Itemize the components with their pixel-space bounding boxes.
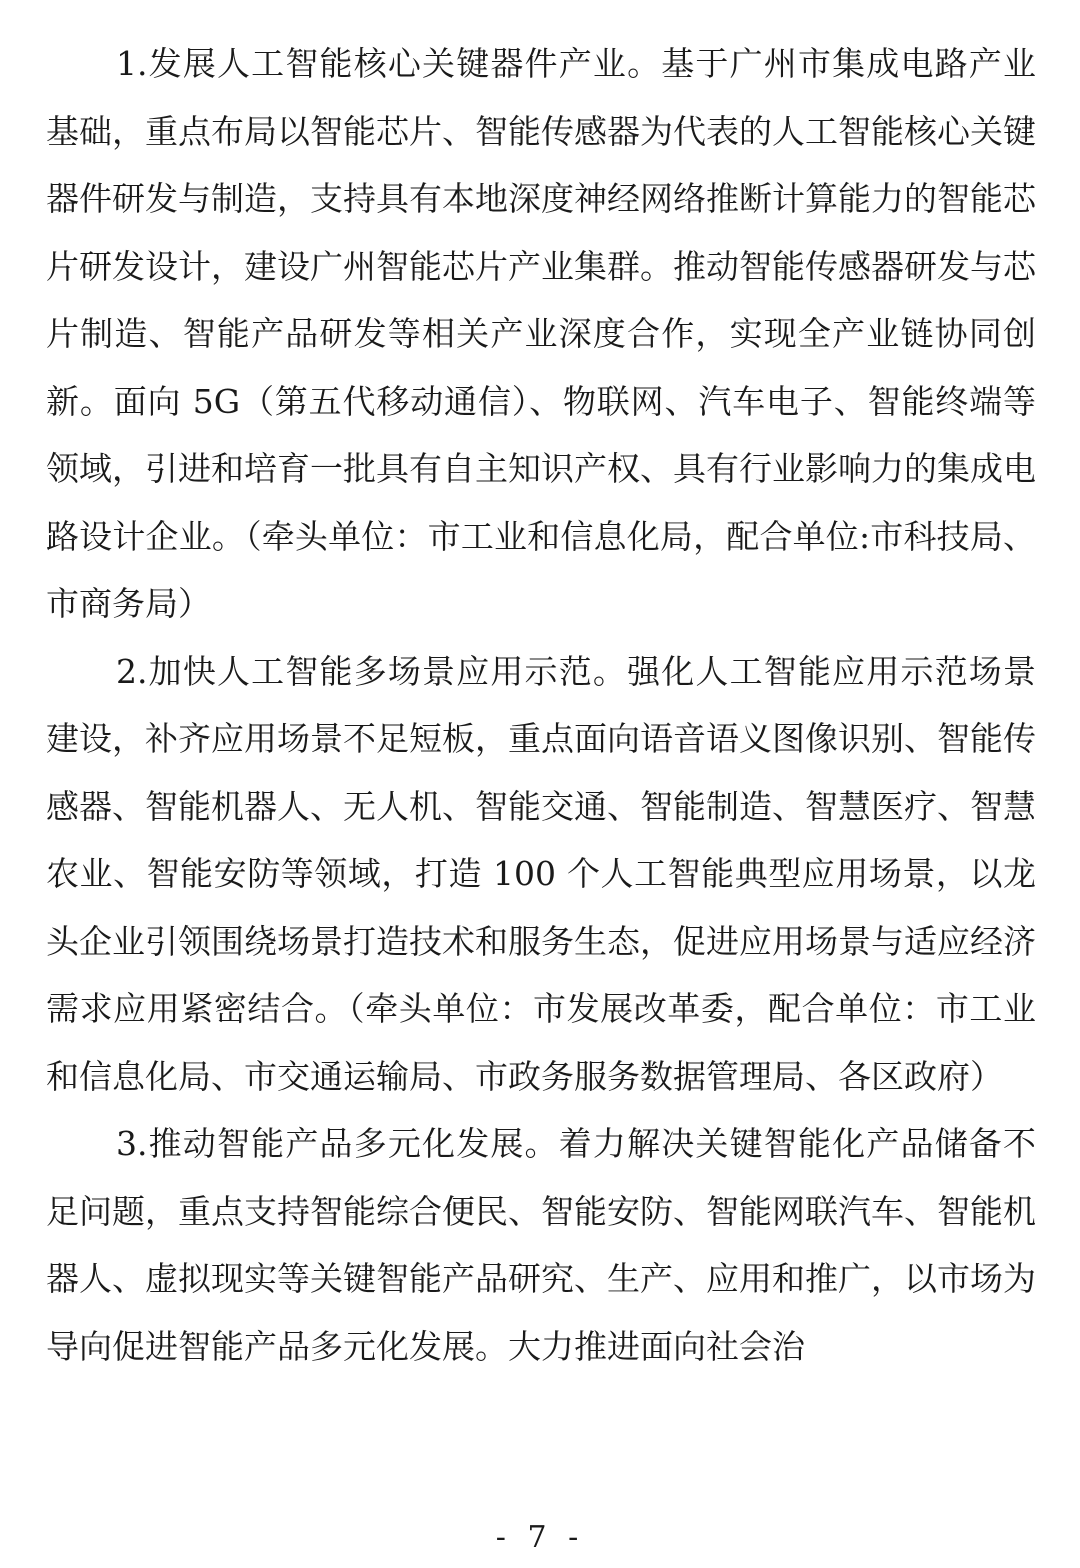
paragraph-ai-core-devices: 1.发展人工智能核心关键器件产业。基于广州市集成电路产业基础，重点布局以智能芯片、智能传感器为代表的人工智能核心关键器件研发与制造，支持具有本地深度神经网络推断计算能力的智能芯片研发设计，建设广州智能芯片产业集群。推动智能传感器研发与芯片制造、智能产品研发等相关产业深度合作，实现全产业链协同创新。面向 5G（第五代移动通信）、物联网、汽车电子、智能终端等领域，引进和培育一批具有自主知识产权、具有行业影响力的集成电路设计企业。（牵头单位：市工业和信息化局，配合单位:市科技局、市商务局） bbox=[46, 44, 1036, 623]
document-body bbox=[46, 30, 1036, 1380]
paragraph-ai-application-scenarios: 2.加快人工智能多场景应用示范。强化人工智能应用示范场景建设，补齐应用场景不足短板，重点面向语音语义图像识别、智能传感器、智能机器人、无人机、智能交通、智能制造、智慧医疗、智慧农业、智能安防等领域，打造 100 个人工智能典型应用场景，以龙头企业引领围绕场景打造技术和服务生态，促进应用场景与适应经济需求应用紧密结合。（牵头单位：市发展改革委，配合单位：市工业和信息化局、市交通运输局、市政务服务数据管理局、各区政府） bbox=[46, 651, 1036, 1096]
paragraph-smart-products: 3.推动智能产品多元化发展。着力解决关键智能化产品储备不足问题，重点支持智能综合便民、智能安防、智能网联汽车、智能机器人、虚拟现实等关键智能产品研究、生产、应用和推广，以市场为导向促进智能产品多元化发展。大力推进面向社会治 bbox=[46, 1124, 1036, 1366]
page-number: - 7 - bbox=[495, 1520, 585, 1555]
